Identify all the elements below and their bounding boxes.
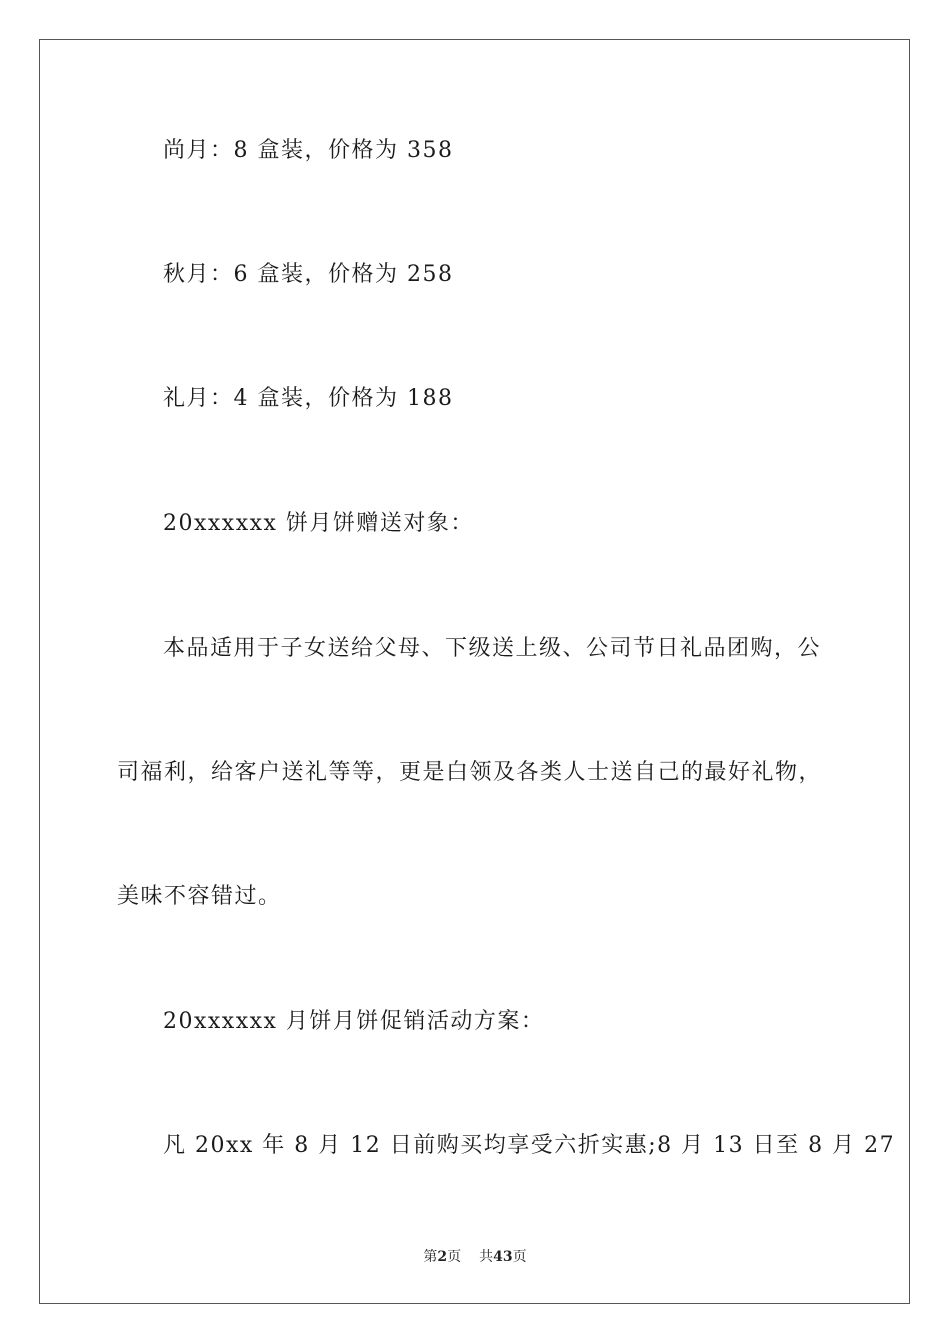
- footer-total-prefix: 共: [479, 1249, 494, 1265]
- footer-total-unit: 页: [512, 1249, 527, 1265]
- footer-prefix: 第: [423, 1249, 438, 1265]
- section-heading: 20xxxxxx 月饼月饼促销活动方案：: [163, 1009, 545, 1034]
- paragraph-line: 本品适用于子女送给父母、下级送上级、公司节日礼品团购，公: [163, 636, 822, 661]
- page-frame: [39, 39, 910, 1304]
- footer-page-unit: 页: [447, 1249, 462, 1265]
- page-footer: [0, 1248, 950, 1266]
- total-page-count: 43: [493, 1249, 513, 1265]
- paragraph-line: 美味不容错过。: [117, 884, 282, 909]
- paragraph-line: 尚月：8 盒装，价格为 358: [163, 138, 454, 163]
- paragraph-line: 礼月：4 盒装，价格为 188: [163, 386, 454, 411]
- current-page-number: 2: [437, 1249, 448, 1265]
- section-heading: 20xxxxxx 饼月饼赠送对象：: [163, 511, 474, 536]
- paragraph-line: 司福利，给客户送礼等等，更是白领及各类人士送自己的最好礼物，: [117, 760, 823, 785]
- paragraph-line: 秋月：6 盒装，价格为 258: [163, 262, 454, 287]
- paragraph-line: 凡 20xx 年 8 月 12 日前购买均享受六折实惠;8 月 13 日至 8 月 27: [163, 1133, 896, 1158]
